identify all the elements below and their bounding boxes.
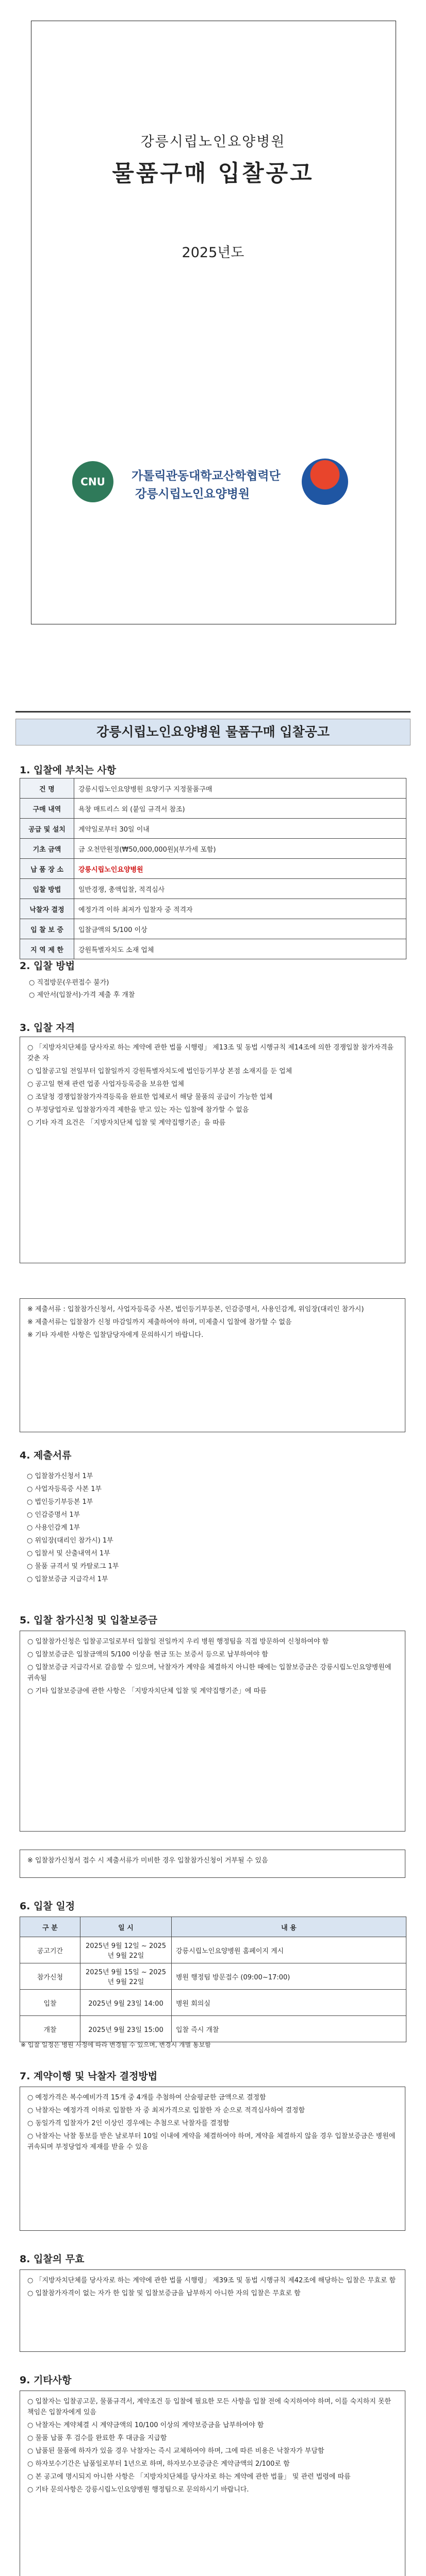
document-item: ○ 입찰참가신청서 1부 <box>27 1472 93 1480</box>
schedule-table <box>20 1917 406 2042</box>
misc-para: ○ 입찰자는 입찰공고문, 물품규격서, 계약조건 등 입찰에 필요한 모든 사항을 입찰 전에 숙지하여야 하며, 이를 숙지하지 못한 책임은 입찰자에게 있음 <box>27 2398 391 2416</box>
schedule-cell: 병원 행정팀 방문접수 (09:00~17:00) <box>172 1963 406 1990</box>
misc-para: ○ 하자보수기간은 납품일로부터 1년으로 하며, 하자보수보증금은 계약금액의 2/100로 함 <box>27 2460 290 2468</box>
cover-year: 2025년도 <box>182 245 244 261</box>
schedule-cell: 2025년 9월 15일 ~ 2025년 9월 22일 <box>80 1963 172 1990</box>
bond-para: ○ 입찰참가신청은 입찰공고일로부터 입찰일 전일까지 우리 병원 행정팀을 직접 방문하여 신청하여야 함 <box>27 1638 329 1646</box>
schedule-row <box>20 1963 406 1990</box>
info-row <box>20 899 406 919</box>
misc-para: ○ 본 공고에 명시되지 아니한 사항은 「지방자치단체를 당사자로 하는 계약에 관한 법률」 및 관련 법령에 따름 <box>27 2473 351 2481</box>
section-heading-5: 5. 입찰 참가신청 및 입찰보증금 <box>20 1615 158 1626</box>
qualification-note: ※ 제출서류 : 입찰참가신청서, 사업자등록증 사본, 법인등기부등본, 인감증명서, 사용인감계, 위임장(대리인 참가시) <box>27 1306 364 1313</box>
info-key: 지 역 제 한 <box>20 939 74 959</box>
info-row <box>20 819 406 839</box>
info-value: 입찰금액의 5/100 이상 <box>74 919 406 939</box>
schedule-row <box>20 1990 406 2016</box>
section-heading-6: 6. 입찰 일정 <box>20 1901 75 1912</box>
info-value: 금 오천만원정(₩50,000,000원)(부가세 포함) <box>74 839 406 859</box>
misc-para: ○ 기타 문의사항은 강릉시립노인요양병원 행정팀으로 문의하시기 바랍니다. <box>27 2486 249 2494</box>
document-item: ○ 인감증명서 1부 <box>27 1511 80 1519</box>
notice-page <box>0 670 426 2576</box>
cover-university: 가톨릭관동대학교산학협력단 <box>132 469 281 483</box>
bond-note-box <box>20 1850 405 1878</box>
schedule-cell: 강릉시립노인요양병원 홈페이지 게시 <box>172 1937 406 1963</box>
info-value: 일반경쟁, 총액입찰, 적격심사 <box>74 879 406 899</box>
document-item: ○ 입찰서 및 산출내역서 1부 <box>27 1550 110 1557</box>
cover-center: 강릉시립노인요양병원 <box>135 487 250 501</box>
award-para: ○ 낙찰자는 예정가격 이하로 입찰한 자 중 최저가격으로 입찰한 자 순으로 적격심사하여 결정함 <box>27 2107 305 2114</box>
documents-list <box>20 1466 405 1595</box>
award-para: ○ 낙찰자는 낙찰 통보를 받은 날로부터 10일 이내에 계약을 체결하여야 하며, 계약을 체결하지 않을 경우 입찰보증금은 병원에 귀속되며 부정당업자 제재를 받을 수 있음 <box>27 2132 396 2151</box>
section-heading-8: 8. 입찰의 무효 <box>20 2253 85 2265</box>
qualification-para: ○ 기타 자격 요건은 「지방자치단체 입찰 및 계약집행기준」을 따름 <box>27 1119 226 1127</box>
cover-org: 강릉시립노인요양병원 <box>140 134 286 150</box>
cover-frame <box>31 21 396 624</box>
award-box <box>20 2087 405 2231</box>
misc-box <box>20 2391 405 2576</box>
invalid-para: ○ 「지방자치단체를 당사자로 하는 계약에 관한 법률 시행령」 제39조 및 동법 시행규칙 제42조에 해당하는 입찰은 무효로 함 <box>27 2277 396 2284</box>
info-row <box>20 879 406 899</box>
info-row <box>20 939 406 959</box>
schedule-note: ※ 입찰 일정은 병원 사정에 따라 변경될 수 있으며, 변경시 개별 통보함 <box>21 2041 211 2048</box>
info-key: 납 품 장 소 <box>20 859 74 879</box>
section-heading-4: 4. 제출서류 <box>20 1450 72 1461</box>
bond-note: ※ 입찰참가신청서 접수 시 제출서류가 미비한 경우 입찰참가신청이 거부될 수 있음 <box>27 1857 268 1865</box>
schedule-row <box>20 2016 406 2042</box>
schedule-cell: 2025년 9월 23일 14:00 <box>80 1990 172 2016</box>
info-row <box>20 859 406 879</box>
schedule-header: 내 용 <box>172 1917 406 1937</box>
misc-para: ○ 낙찰자는 계약체결 시 계약금액의 10/100 이상의 계약보증금을 납부하여야 함 <box>27 2421 264 2429</box>
method-item: ○ 제안서(입찰서)·가격 제출 후 개찰 <box>29 991 135 999</box>
qualification-para: ○ 입찰공고일 전일부터 입찰일까지 강원특별자치도에 법인등기부상 본점 소재지를 둔 업체 <box>27 1067 292 1075</box>
document-item: ○ 사업자등록증 사본 1부 <box>27 1485 102 1493</box>
bond-para: ○ 입찰보증금 지급각서로 갈음할 수 있으며, 낙찰자가 계약을 체결하지 아니한 때에는 입찰보증금은 강릉시립노인요양병원에 귀속됨 <box>27 1664 391 1682</box>
qualification-note: ※ 제출서류는 입찰참가 신청 마감일까지 제출하여야 하며, 미제출시 입찰에 참가할 수 없음 <box>27 1318 292 1326</box>
schedule-cell: 병원 회의실 <box>172 1990 406 2016</box>
document-item: ○ 사용인감계 1부 <box>27 1524 80 1532</box>
info-key: 낙찰자 결정 <box>20 899 74 919</box>
document-item: ○ 위임장(대리인 참가시) 1부 <box>27 1537 113 1545</box>
info-key: 구매 내역 <box>20 799 74 819</box>
qualification-para: ○ 부정당업자로 입찰참가자격 제한을 받고 있는 자는 입찰에 참가할 수 없음 <box>27 1106 249 1114</box>
info-value: 욕창 매트리스 외 (붙임 규격서 참조) <box>74 799 406 819</box>
misc-para: ○ 납품된 물품에 하자가 있을 경우 낙찰자는 즉시 교체하여야 하며, 그에 따른 비용은 낙찰자가 부담함 <box>27 2447 324 2455</box>
qualification-box <box>20 1037 405 1263</box>
section-heading-2: 2. 입찰 방법 <box>20 960 75 972</box>
schedule-cell: 참가신청 <box>20 1963 80 1990</box>
award-para: ○ 동일가격 입찰자가 2인 이상인 경우에는 추첨으로 낙찰자를 결정함 <box>27 2120 230 2127</box>
info-row <box>20 778 406 799</box>
schedule-cell: 공고기간 <box>20 1937 80 1963</box>
bond-para: ○ 기타 입찰보증금에 관한 사항은 「지방자치단체 입찰 및 계약집행기준」에 따름 <box>27 1687 267 1695</box>
section-heading-3: 3. 입찰 자격 <box>20 1022 75 1033</box>
section-heading-1: 1. 입찰에 부치는 사항 <box>20 765 117 776</box>
info-value: 강원특별자치도 소재 업체 <box>74 939 406 959</box>
document-item: ○ 법인등기부등본 1부 <box>27 1498 93 1506</box>
bond-para: ○ 입찰보증금은 입찰금액의 5/100 이상을 현금 또는 보증서 등으로 납부하여야 함 <box>27 1651 268 1658</box>
cover-page <box>0 0 426 670</box>
info-key: 입 찰 보 증 <box>20 919 74 939</box>
info-value: 계약일로부터 30일 이내 <box>74 819 406 839</box>
city-emblem-icon <box>302 459 348 505</box>
qualification-para: ○ 「지방자치단체를 당사자로 하는 계약에 관한 법률 시행령」 제13조 및 동법 시행규칙 제14조에 의한 경쟁입찰 참가자격을 갖춘 자 <box>27 1044 394 1062</box>
cover-title: 물품구매 입찰공고 <box>112 160 314 187</box>
qualification-para: ○ 공고일 현재 관련 업종 사업자등록증을 보유한 업체 <box>27 1080 184 1088</box>
schedule-cell: 입찰 즉시 개찰 <box>172 2016 406 2042</box>
schedule-cell: 2025년 9월 12일 ~ 2025년 9월 22일 <box>80 1937 172 1963</box>
info-key: 입찰 방법 <box>20 879 74 899</box>
schedule-row <box>20 1937 406 1963</box>
info-row <box>20 799 406 819</box>
bid-info-table <box>20 778 406 959</box>
schedule-header: 일 시 <box>80 1917 172 1937</box>
qualification-notes-box <box>20 1298 405 1432</box>
info-key: 건 명 <box>20 778 74 799</box>
invalid-para: ○ 입찰참가자격이 없는 자가 한 입찰 및 입찰보증금을 납부하지 아니한 자의 입찰은 무효로 함 <box>27 2290 301 2297</box>
notice-title: 강릉시립노인요양병원 물품구매 입찰공고 <box>15 719 411 745</box>
document-item: ○ 물품 규격서 및 카탈로그 1부 <box>27 1563 119 1570</box>
university-logo-icon: CNU <box>72 461 113 502</box>
schedule-header: 구 분 <box>20 1917 80 1937</box>
bond-box <box>20 1631 405 1832</box>
info-value: 예정가격 이하 최저가 입찰자 중 적격자 <box>74 899 406 919</box>
schedule-cell: 입찰 <box>20 1990 80 2016</box>
schedule-cell: 2025년 9월 23일 15:00 <box>80 2016 172 2042</box>
info-key: 기초 금액 <box>20 839 74 859</box>
award-para: ○ 예정가격은 복수예비가격 15개 중 4개를 추첨하여 산술평균한 금액으로 결정함 <box>27 2094 266 2102</box>
document-item: ○ 입찰보증금 지급각서 1부 <box>27 1575 108 1583</box>
info-row <box>20 919 406 939</box>
schedule-cell: 개찰 <box>20 2016 80 2042</box>
info-row <box>20 839 406 859</box>
qualification-para: ○ 조달청 경쟁입찰참가자격등록을 완료한 업체로서 해당 물품의 공급이 가능한 업체 <box>27 1093 273 1101</box>
invalid-box <box>20 2269 405 2352</box>
section-heading-7: 7. 계약이행 및 낙찰자 결정방법 <box>20 2071 158 2082</box>
info-key: 공급 및 설치 <box>20 819 74 839</box>
info-value: 강릉시립노인요양병원 <box>74 859 406 879</box>
misc-para: ○ 물품 납품 후 검수를 완료한 후 대금을 지급함 <box>27 2434 167 2442</box>
section-heading-9: 9. 기타사항 <box>20 2375 72 2386</box>
method-item: ○ 직접방문(우편접수 불가) <box>29 979 109 987</box>
title-rule <box>15 711 411 713</box>
qualification-note: ※ 기타 자세한 사항은 입찰담당자에게 문의하시기 바랍니다. <box>27 1331 204 1339</box>
info-value: 강릉시립노인요양병원 요양기구 지정물품구매 <box>74 778 406 799</box>
